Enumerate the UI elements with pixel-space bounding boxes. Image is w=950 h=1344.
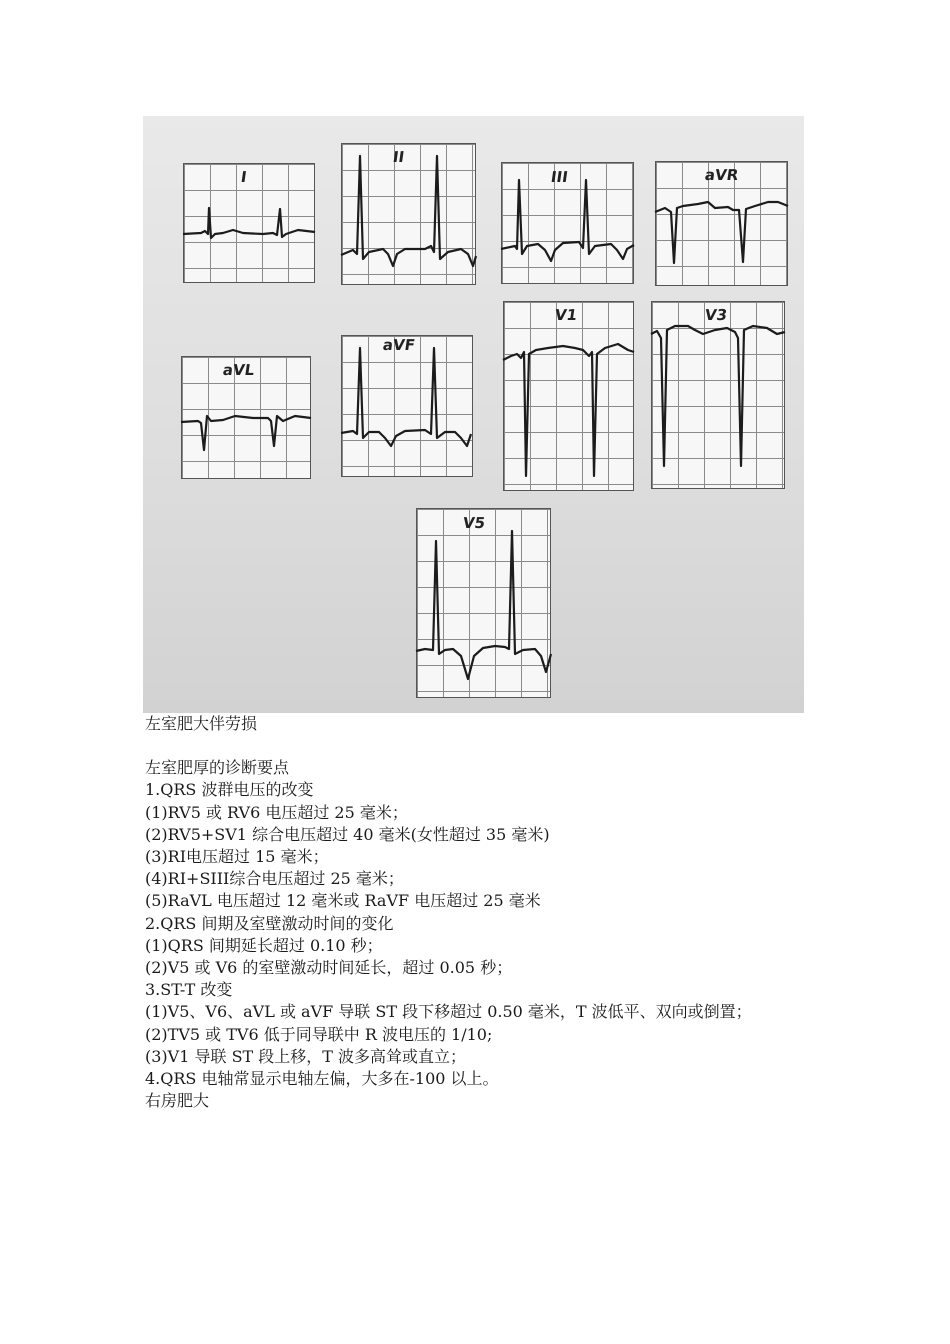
- text-line: (4)RⅠ+SIII综合电压超过 25 毫米；: [145, 869, 404, 889]
- text-line: (1)V5、V6、aVL 或 aVF 导联 ST 段下移超过 0.50 毫米，T 波低平、双向或倒置；: [145, 1002, 752, 1022]
- text-line: (1)QRS 间期延长超过 0.10 秒；: [145, 935, 383, 955]
- figure-caption: 左室肥大伴劳损: [145, 714, 258, 733]
- lead-label-avl: aVL: [221, 361, 256, 379]
- text-line: 2.QRS 间期及室壁激动时间的变化: [145, 913, 394, 933]
- lead-label-i: I: [239, 168, 248, 186]
- text-line: (5)RaVL 电压超过 12 毫米或 RaVF 电压超过 25 毫米: [145, 891, 541, 911]
- text-line: 3.ST-T 改变: [145, 980, 233, 1000]
- trace-lead-v5: [416, 531, 551, 679]
- trace-lead-avl: [181, 416, 311, 450]
- lead-label-v5: V5: [461, 514, 487, 532]
- text-line: (2)TV5 或 TV6 低于同导联中 R 波电压的 1/10;: [145, 1024, 493, 1044]
- lead-label-avf: aVF: [381, 336, 417, 354]
- next-heading: 右房肥大: [145, 1091, 210, 1111]
- text-line: (3)RⅠ电压超过 15 毫米；: [145, 847, 329, 867]
- document-text: [145, 713, 825, 1112]
- text-line: 1.QRS 波群电压的改变: [145, 780, 314, 800]
- trace-lead-v1: [503, 344, 634, 476]
- text-line: (3)V1 导联 ST 段上移，T 波多高耸或直立；: [145, 1046, 467, 1066]
- lead-label-iii: III: [549, 168, 570, 186]
- ecg-photo: [143, 116, 804, 713]
- ecg-traces: [143, 116, 804, 713]
- text-line: (2)V5 或 V6 的室壁激动时间延长，超过 0.05 秒；: [145, 958, 513, 978]
- trace-lead-iii: [501, 180, 634, 261]
- lead-label-v1: V1: [553, 306, 579, 324]
- trace-lead-avr: [655, 202, 788, 263]
- text-line: (2)RV5+SV1 综合电压超过 40 毫米(女性超过 35 毫米): [145, 824, 550, 844]
- trace-lead-avf: [341, 348, 471, 446]
- trace-lead-v3: [651, 326, 785, 466]
- text-line: 4.QRS 电轴常显示电轴左偏，大多在-100 以上。: [145, 1069, 499, 1089]
- lead-label-ii: II: [391, 148, 406, 166]
- trace-lead-ii: [341, 156, 476, 266]
- text-line: (1)RV5 或 RV6 电压超过 25 毫米；: [145, 802, 408, 822]
- spacer: [145, 735, 825, 757]
- trace-lead-i: [183, 208, 315, 238]
- section-title: 左室肥厚的诊断要点: [145, 758, 290, 778]
- lead-label-v3: V3: [703, 306, 729, 324]
- lead-label-avr: aVR: [703, 166, 740, 184]
